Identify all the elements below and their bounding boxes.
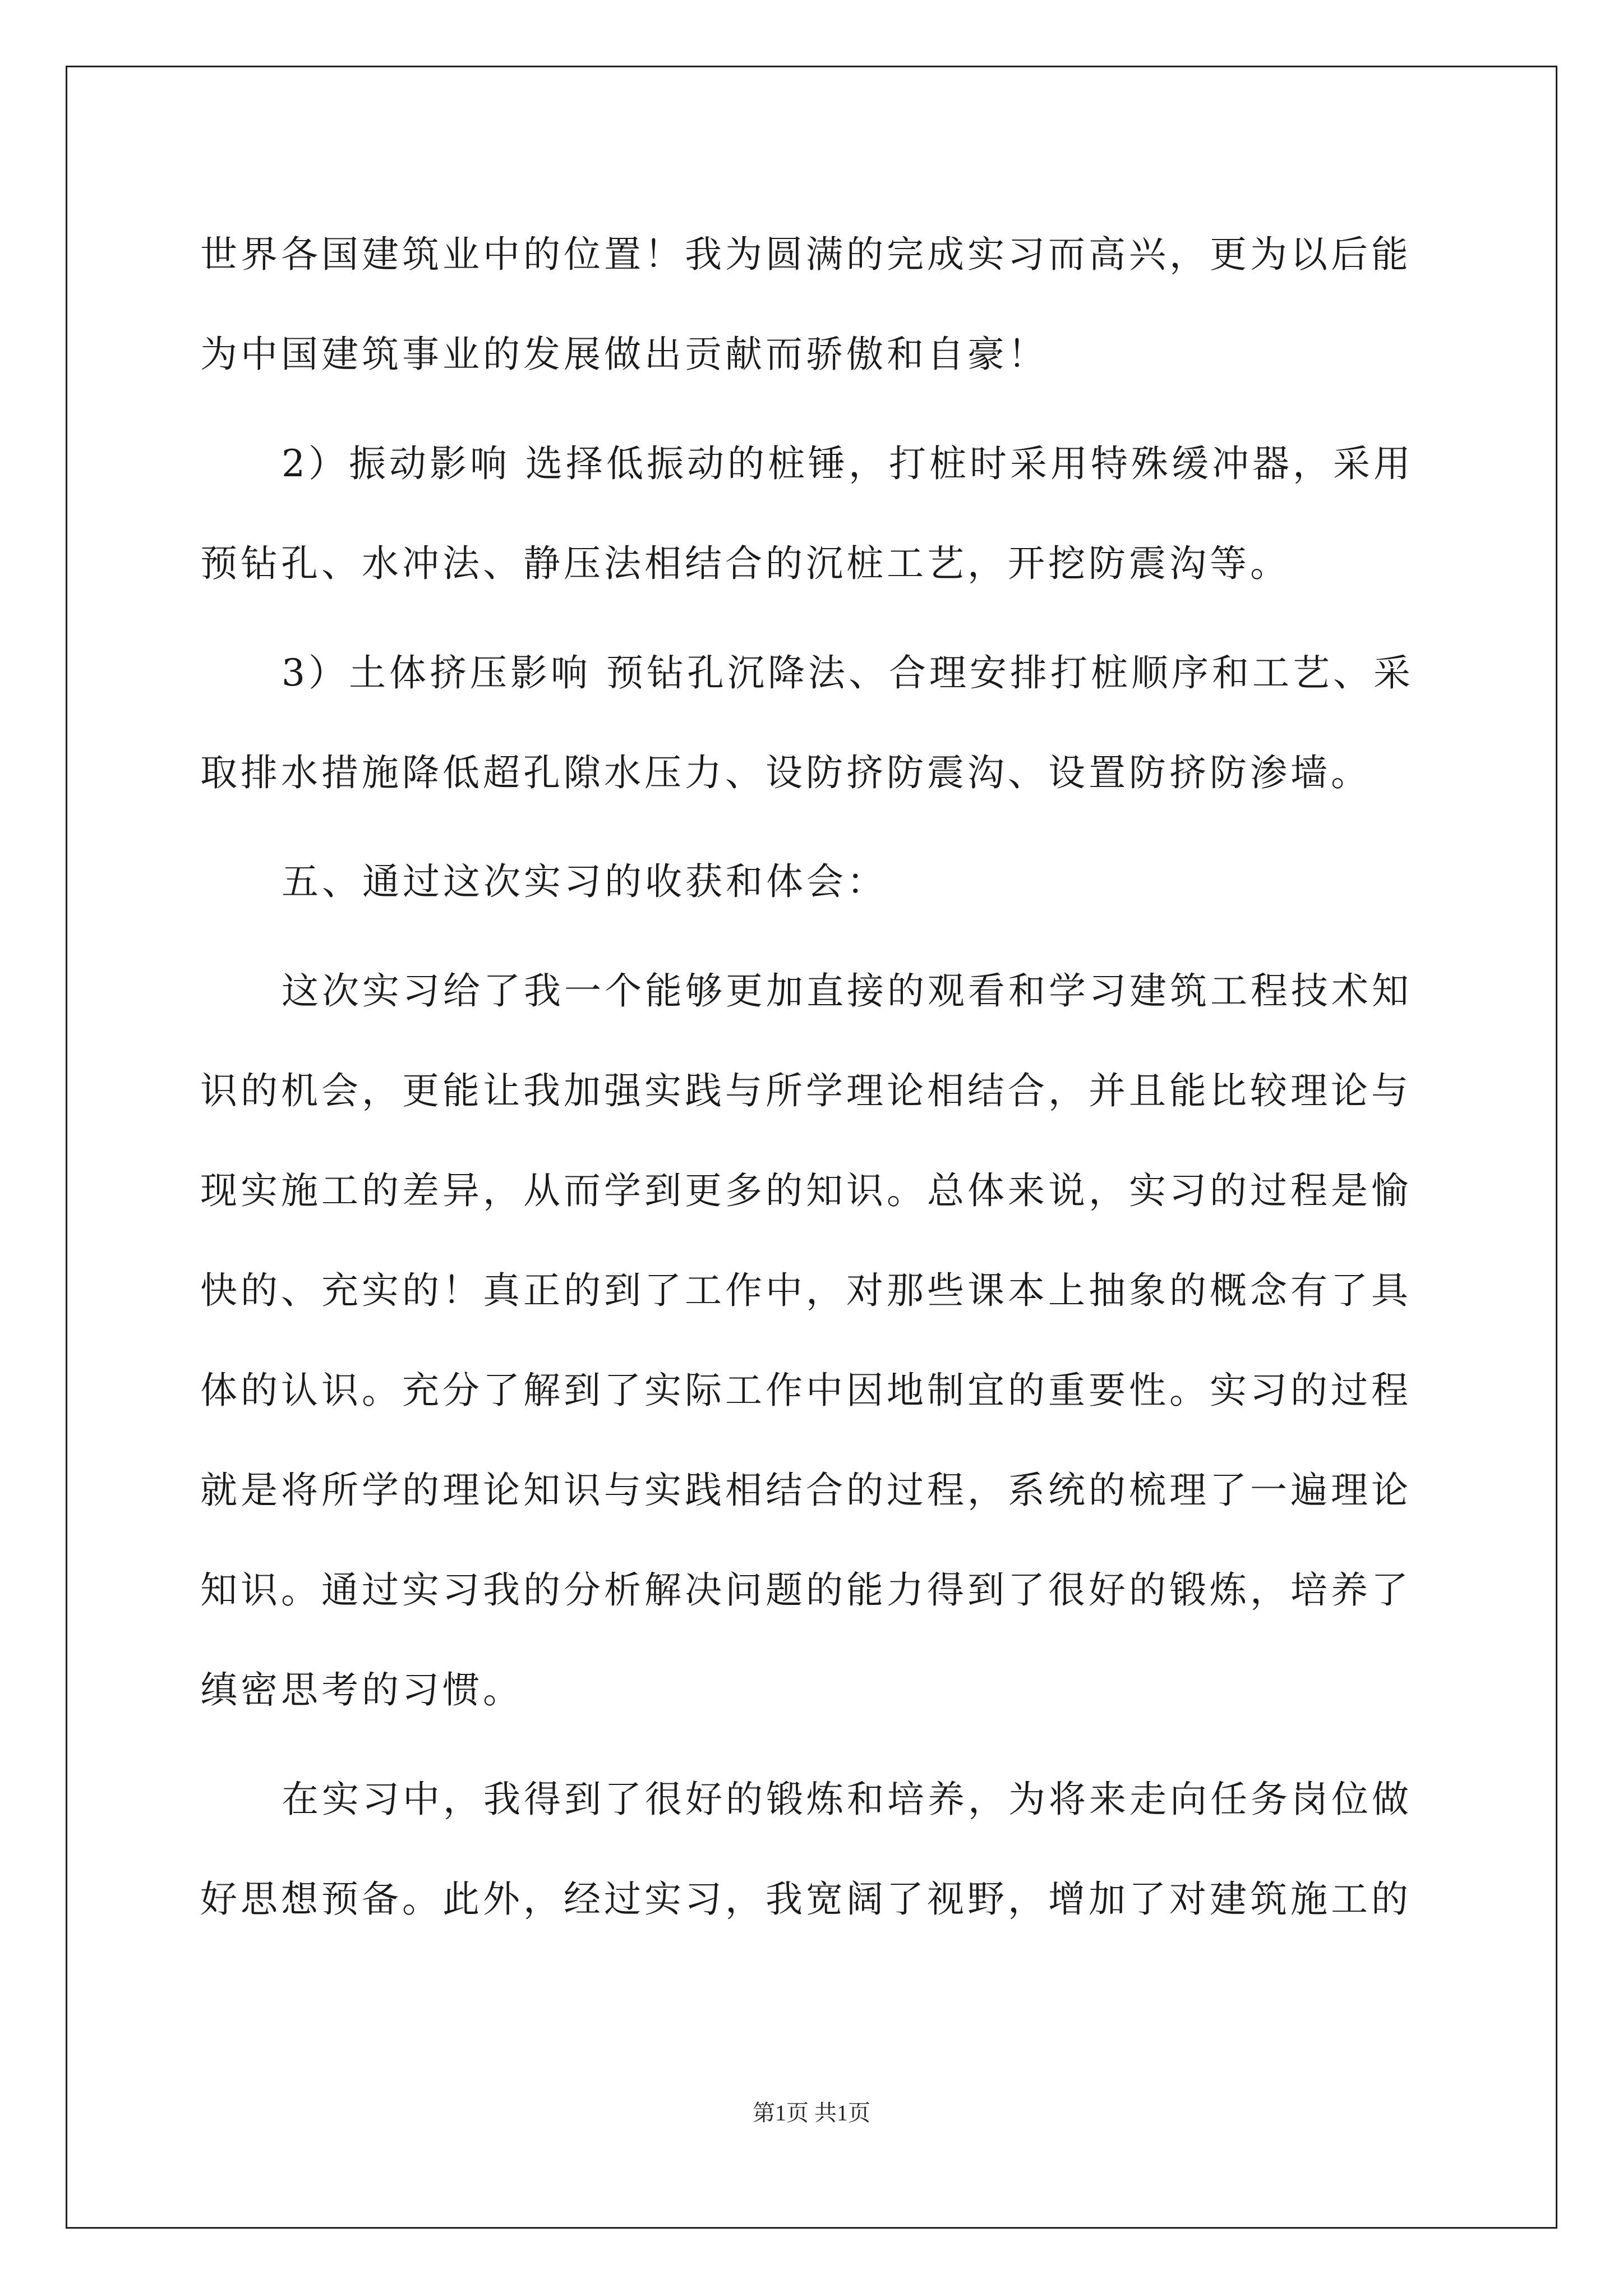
section-heading: 五、通过这次实习的收获和体会： xyxy=(282,860,887,903)
body-line: 快的、充实的！真正的到了工作中，对那些课本上抽象的概念有了具 xyxy=(200,1269,1412,1312)
body-line: 预钻孔、水冲法、静压法相结合的沉桩工艺，开挖防震沟等。 xyxy=(200,542,1290,585)
body-line: 体的认识。充分了解到了实际工作中因地制宜的重要性。实习的过程 xyxy=(200,1369,1412,1412)
body-line: 就是将所学的理论知识与实践相结合的过程，系统的梳理了一遍理论 xyxy=(200,1469,1412,1512)
page-number-footer: 第1页 共1页 xyxy=(753,2100,870,2125)
body-line: 3）土体挤压影响 预钻孔沉降法、合理安排打桩顺序和工艺、采 xyxy=(282,651,1414,694)
body-line: 世界各国建筑业中的位置！我为圆满的完成实习而高兴，更为以后能 xyxy=(200,233,1412,276)
body-line: 为中国建筑事业的发展做出贡献而骄傲和自豪！ xyxy=(200,333,1048,376)
body-line: 这次实习给了我一个能够更加直接的观看和学习建筑工程技术知 xyxy=(282,969,1412,1013)
body-line: 缜密思考的习惯。 xyxy=(200,1668,523,1711)
body-line: 2）振动影响 选择低振动的桩锤，打桩时采用特殊缓冲器，采用 xyxy=(282,442,1414,485)
body-line: 在实习中，我得到了很好的锻炼和培养，为将来走向任务岗位做 xyxy=(282,1778,1412,1821)
body-line: 识的机会，更能让我加强实践与所学理论相结合，并且能比较理论与 xyxy=(200,1069,1412,1112)
body-line: 取排水措施降低超孔隙水压力、设防挤防震沟、设置防挤防渗墙。 xyxy=(200,751,1371,794)
body-line: 好思想预备。此外，经过实习，我宽阔了视野，增加了对建筑施工的 xyxy=(200,1878,1412,1921)
body-line: 知识。通过实习我的分析解决问题的能力得到了很好的锻炼，培养了 xyxy=(200,1568,1412,1612)
body-line: 现实施工的差异，从而学到更多的知识。总体来说，实习的过程是愉 xyxy=(200,1169,1412,1212)
